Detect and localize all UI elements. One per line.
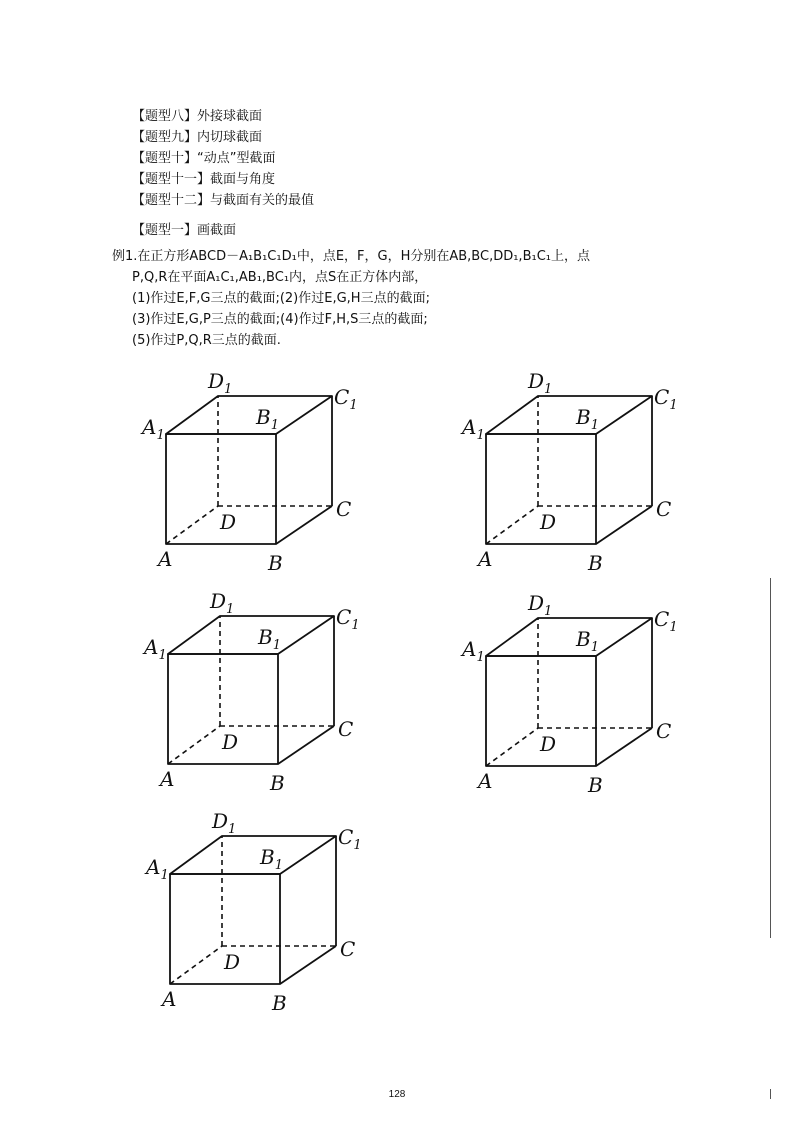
vertex-label-C1: $C_1$ <box>654 607 678 635</box>
cube-figure-4 <box>462 591 692 816</box>
face-top <box>168 616 334 654</box>
edge-BC <box>280 946 336 984</box>
vertex-label-B: B <box>268 551 283 575</box>
edge-AD <box>170 946 222 984</box>
edge-BC <box>596 506 652 544</box>
vertex-label-B: B <box>272 991 287 1015</box>
topic-item-8: 【题型八】外接球截面 <box>132 109 263 124</box>
vertex-label-D: D <box>222 730 239 754</box>
edge-AD <box>486 506 538 544</box>
problem-line-2: P,Q,R在平面A₁C₁,AB₁,BC₁内，点S在正方体内部， <box>132 270 428 285</box>
problem-line-5: (5)作过P,Q,R三点的截面. <box>132 333 281 348</box>
vertex-label-C: C <box>656 497 672 521</box>
topic-item-9: 【题型九】内切球截面 <box>132 130 263 145</box>
vertex-label-D: D <box>540 510 557 534</box>
vertex-label-B: B <box>588 551 603 575</box>
vertex-label-D: D <box>220 510 237 534</box>
vertex-label-B: B <box>270 771 285 795</box>
vertex-label-A1: $A_1$ <box>146 855 169 883</box>
vertex-label-B: B <box>588 773 603 797</box>
edge-AD <box>168 726 220 764</box>
vertex-label-A: A <box>158 547 173 571</box>
vertex-label-C1: $C_1$ <box>336 605 360 633</box>
problem-line-4: (3)作过E,G,P三点的截面;(4)作过F,H,S三点的截面; <box>132 312 428 327</box>
vertex-label-B1: $B_1$ <box>576 627 599 655</box>
vertex-label-D1: $D_1$ <box>528 369 553 397</box>
page-number: 128 <box>388 1089 406 1100</box>
topic-item-12: 【题型十二】与截面有关的最值 <box>132 193 315 208</box>
vertex-label-C1: $C_1$ <box>338 825 362 853</box>
vertex-label-B1: $B_1$ <box>576 405 599 433</box>
face-top <box>486 396 652 434</box>
vertex-label-D1: $D_1$ <box>208 369 233 397</box>
cube-figure-1 <box>142 369 372 594</box>
topic-list <box>132 106 314 211</box>
face-top <box>166 396 332 434</box>
problem-line-1: 例1.在正方形ABCD－A₁B₁C₁D₁中，点E，F，G，H分别在AB,BC,DD₁,B₁C₁上，点 <box>112 249 590 264</box>
edge-AD <box>486 728 538 766</box>
vertex-label-A1: $A_1$ <box>142 415 165 443</box>
section-title: 【题型一】画截面 <box>132 223 237 238</box>
vertex-label-B1: $B_1$ <box>260 845 283 873</box>
vertex-label-C: C <box>656 719 672 743</box>
vertex-label-C: C <box>336 497 352 521</box>
vertex-label-D: D <box>540 732 557 756</box>
vertex-label-A: A <box>162 987 177 1011</box>
topic-item-10: 【题型十】“动点”型截面 <box>132 151 276 166</box>
vertex-label-A: A <box>160 767 175 791</box>
vertex-label-D1: $D_1$ <box>212 809 237 837</box>
vertex-label-B1: $B_1$ <box>256 405 279 433</box>
topic-item-11: 【题型十一】截面与角度 <box>132 172 276 187</box>
vertex-label-A: A <box>478 547 493 571</box>
vertex-label-D1: $D_1$ <box>528 591 553 619</box>
face-top <box>170 836 336 874</box>
cube-figure-5 <box>146 809 376 1034</box>
vertex-label-D1: $D_1$ <box>210 589 235 617</box>
problem-text <box>112 246 590 351</box>
problem-line-3: (1)作过E,F,G三点的截面;(2)作过E,G,H三点的截面; <box>132 291 430 306</box>
vertex-label-A1: $A_1$ <box>462 637 485 665</box>
face-top <box>486 618 652 656</box>
vertex-label-B1: $B_1$ <box>258 625 281 653</box>
cube-figure-2 <box>462 369 692 594</box>
edge-BC <box>278 726 334 764</box>
vertex-label-C1: $C_1$ <box>334 385 358 413</box>
vertex-label-C: C <box>340 937 356 961</box>
edge-BC <box>596 728 652 766</box>
scan-border-line <box>770 578 771 938</box>
vertex-label-C: C <box>338 717 354 741</box>
edge-AD <box>166 506 218 544</box>
edge-BC <box>276 506 332 544</box>
vertex-label-A1: $A_1$ <box>144 635 167 663</box>
vertex-label-D: D <box>224 950 241 974</box>
cube-figure-3 <box>144 589 374 814</box>
vertex-label-A: A <box>478 769 493 793</box>
vertex-label-C1: $C_1$ <box>654 385 678 413</box>
vertex-label-A1: $A_1$ <box>462 415 485 443</box>
